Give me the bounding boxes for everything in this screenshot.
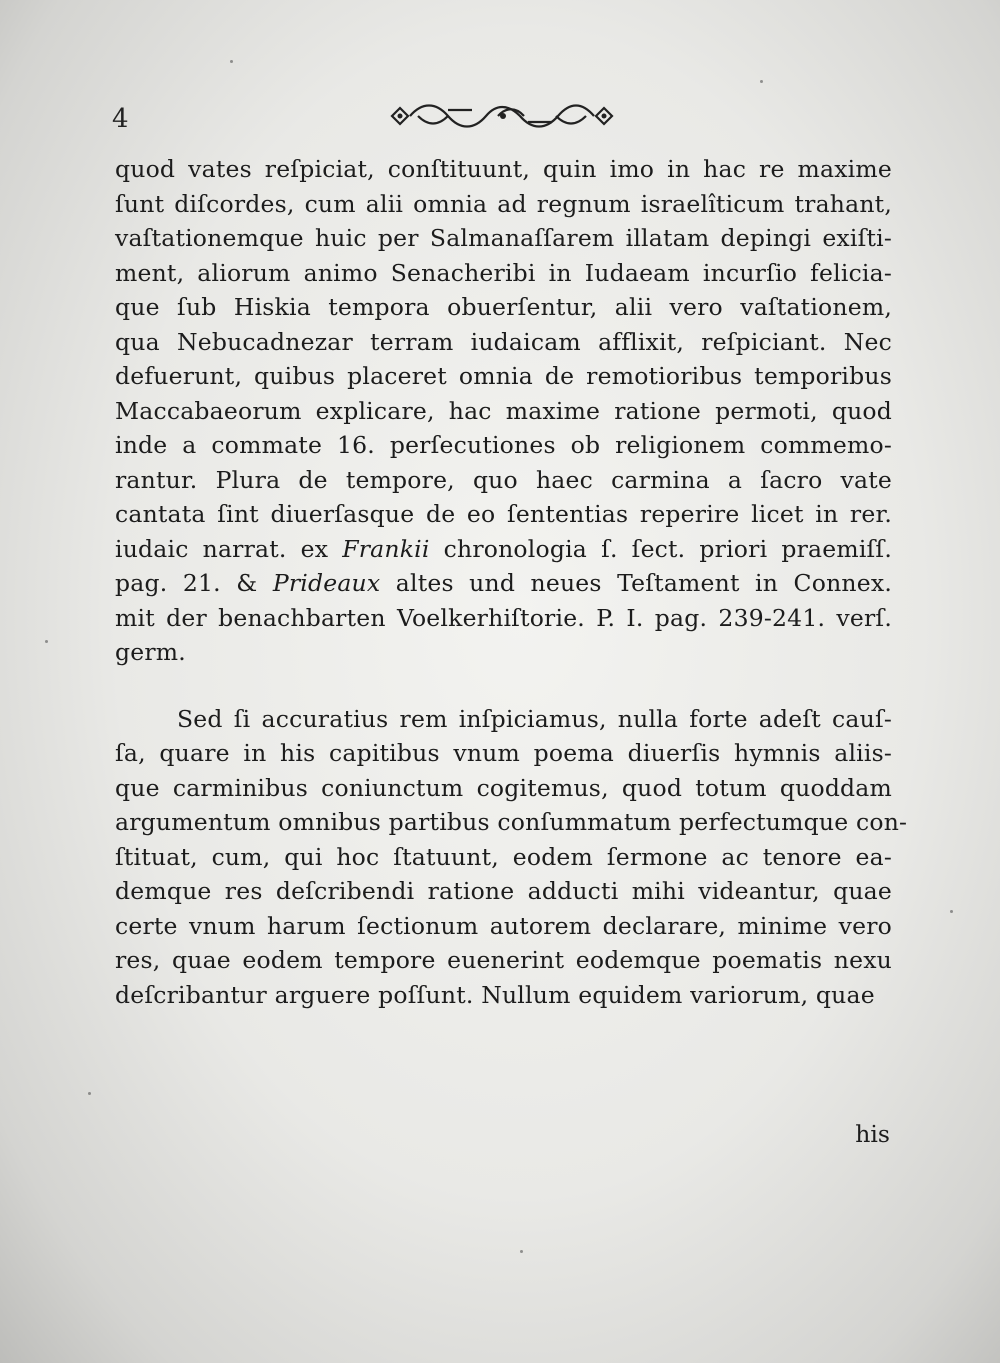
text-segment: altes und neues Teſtament in Connex. [380,569,892,597]
text-line: res, quae eodem tempore euenerint eodemque poematis nexu [115,946,892,974]
text-line: cantata ſint diuerſasque de eo ſententias reperire licet in rer. [115,500,892,528]
text-segment: iudaic narrat. ex [115,534,343,563]
text-line: demque res deſcribendi ratione adducti mihi videantur, quae [115,877,892,905]
italic-name: Frankii [342,534,430,563]
printer-ornament-icon [388,100,618,132]
text-line: rantur. Plura de tempore, quo haec carmina a ſacro vate [115,465,892,494]
text-line: quod vates reſpiciat, conſtituunt, quin imo in hac re maxime [115,155,892,183]
text-line: inde a commate 16. perſecutiones ob religionem commemo- [115,431,892,459]
text-line: ment, aliorum animo Senacheribi in Iudaeam incurſio felicia- [115,258,892,287]
text-line: ſunt diſcordes, cum alii omnia ad regnum israelîticum trahant, [115,189,892,218]
text-line: que carminibus coniunctum cogitemus, quod totum quoddam [115,773,892,802]
text-line: Maccabaeorum explicare, hac maxime ratione permoti, quod [115,396,892,425]
text-line: ſa, quare in his capitibus vnum poema diuerſis hymnis aliis- [115,739,892,767]
text-line: qua Nebucadnezar terram iudaicam afflixit, reſpiciant. Nec [115,327,892,356]
text-line [115,532,892,567]
text-segment: chronologia ſ. ſect. priori praemiſſ. [429,534,892,563]
body-text [115,152,908,1012]
paragraph-gap [115,670,892,702]
text-line [115,566,892,601]
text-line: deſcribantur arguere poſſunt. Nullum equidem variorum, quae [115,980,875,1009]
paragraph [115,152,892,670]
italic-name: Prideaux [272,569,381,597]
text-line: certe vnum harum ſectionum autorem declarare, minime vero [115,911,892,940]
paragraph [115,702,908,1013]
text-segment: pag. 21. & [115,569,273,597]
text-line: que ſub Hiskia tempora obuerſentur, alii vero vaſtationem, [115,293,892,321]
catchword: his [855,1120,890,1148]
text-line: argumentum omnibus partibus conſummatum perfectumque con- [115,808,908,836]
text-line: defuerunt, quibus placeret omnia de remotioribus temporibus [115,362,892,390]
page-number: 4 [112,104,129,134]
text-line: ſtituat, cum, qui hoc ſtatuunt, eodem ſermone ac tenore ea- [115,842,892,871]
text-line: Sed ſi accuratius rem inſpiciamus, nulla forte adeſt cauſ- [177,704,892,733]
text-line: vaſtationemque huic per Salmanaſſarem illatam depingi exiſti- [115,224,892,252]
text-line: mit der benachbarten Voelkerhiſtorie. P. I. pag. 239-241. verſ. [115,603,892,632]
text-line: germ. [115,638,186,666]
